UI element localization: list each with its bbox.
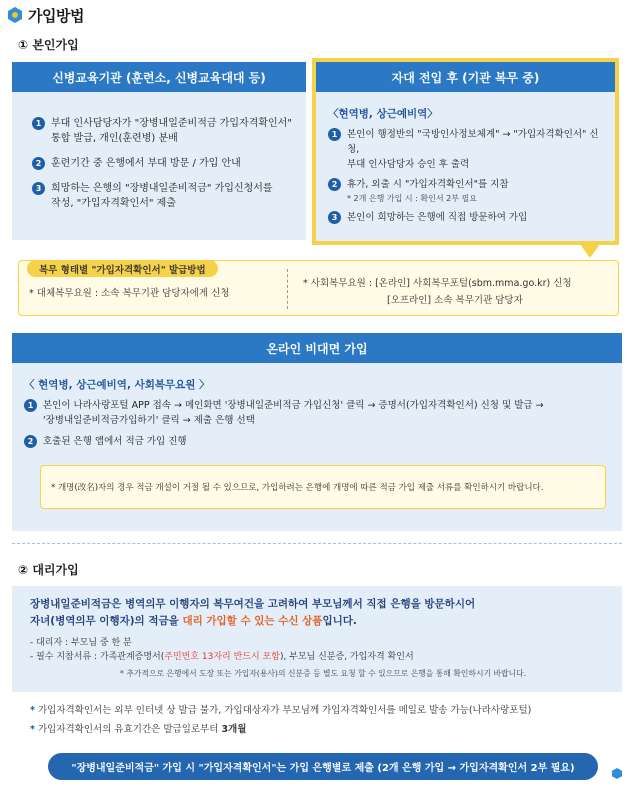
left-box-header: 신병교육기관 (훈련소, 신병교육대대 등) [12,62,306,92]
hexagon-icon [612,768,622,779]
hexagon-icon [8,7,22,23]
list-item: 2 호출된 은행 앱에서 적금 가입 진행 [24,434,612,449]
number-badge: 2 [328,178,341,191]
section-proxy-title: ② 대리가입 [18,563,79,577]
right-box [312,58,619,245]
online-subtitle: 〈 현역병, 상근예비역, 사회복무요원 〉 [24,379,210,391]
number-badge: 1 [32,117,45,130]
right-box-note: * 2개 은행 가입 시 : 확인서 2부 필요 [347,194,477,203]
list-item: 2 휴가, 외출 시 "가입자격확인서"를 지참 [328,177,607,192]
online-note: * 개명(改名)자의 경우 적금 개설이 거절 될 수 있으므로, 가입하려는 은행에 개명에 따른 적금 가입 제출 서류를 확인하시기 바랍니다. [40,465,606,509]
list-item: 1 부대 인사담당자가 "장병내일준비적금 가입자격확인서" 통합 발급, 개인(훈련병) 분배 [32,116,296,146]
proxy-docs-note: * 추가적으로 은행에서 도장 또는 가입자(용사)의 신분증 등 별도 요청 할 수 있으므로 은행을 통해 확인하시기 바랍니다. [120,669,527,678]
page-title: 가입방법 [8,5,84,25]
online-box-body [12,363,622,531]
issue-method-box [18,260,619,316]
proxy-agent: - 대리자 : 부모님 중 한 분 [30,638,132,648]
list-item: 3 본인이 희망하는 은행에 직접 방문하여 가입 [328,210,607,225]
right-box-subtitle: 〈현역병, 상근예비역〉 [328,108,438,120]
footnote-2: * 가입자격확인서의 유효기간은 발급일로부터 3개월 [30,724,247,735]
list-item: 1 본인이 나라사랑포털 APP 접속 → 메인화면 '장병내일준비적금 가입신청' 클릭 → 증명서(가입자격확인서) 신청 및 발급 → '장병내일준비적금가입하기' 클릭 → 제출 은행 선택 [24,398,612,428]
number-badge: 1 [24,399,37,412]
number-badge: 1 [328,128,341,141]
online-box-header: 온라인 비대면 가입 [12,333,622,363]
proxy-box [12,586,622,692]
list-item: 3 희망하는 은행의 "장병내일준비적금" 가입신청서를 작성, "가입자격확인서" 제출 [32,181,296,211]
number-badge: 3 [32,182,45,195]
proxy-line-2: 자녀(병역의무 이행자)의 적금을 대리 가입할 수 있는 수신 상품입니다. [30,615,357,627]
pointer-triangle [580,244,600,258]
proxy-line-1: 장병내일준비적금은 병역의무 이행자의 복무여건을 고려하여 부모님께서 직접 은행을 방문하시어 [30,598,476,610]
right-box-header: 자대 전입 후 (기관 복무 중) [316,62,615,92]
right-box-body [316,92,615,241]
list-item: 2 훈련기간 중 은행에서 부대 방문 / 가입 안내 [32,156,296,171]
online-box [12,333,622,531]
number-badge: 2 [32,157,45,170]
divider [287,269,288,309]
issue-left-text: * 대체복무요원 : 소속 복무기관 담당자에게 신청 [29,288,230,299]
proxy-docs: - 필수 지참서류 : 가족관계증명서(주민번호 13자리 반드시 포함), 부모님 신분증, 가입자격 확인서 [30,652,414,662]
bottom-banner: "장병내일준비적금" 가입 시 "가입자격확인서"는 가입 은행별로 제출 (2개 은행 가입 → 가입자격확인서 2부 필요) [48,753,598,780]
section-divider [12,543,622,544]
number-badge: 3 [328,211,341,224]
left-box-body [12,92,306,240]
number-badge: 2 [24,435,37,448]
footnote-1: * 가입자격확인서는 외부 인터넷 상 발급 불가, 가입대상자가 부모님께 가입자격확인서를 메일로 발송 가능(나라사랑포털) [30,705,532,716]
list-item: 1 본인이 행정반의 "국방인사정보체계" → "가입자격확인서" 신청, 부대 인사담당자 승인 후 출력 [328,127,607,172]
issue-right-text-2: [오프라인] 소속 복무기관 담당자 [387,295,523,306]
issue-right-text-1: * 사회복무요원 : [온라인] 사회복무포털(sbm.mma.go.kr) 신청 [303,278,572,289]
issue-method-label: 복무 형태별 "가입자격확인서" 발급방법 [27,260,218,277]
left-box [12,62,306,240]
section-self-title: ① 본인가입 [18,38,79,52]
